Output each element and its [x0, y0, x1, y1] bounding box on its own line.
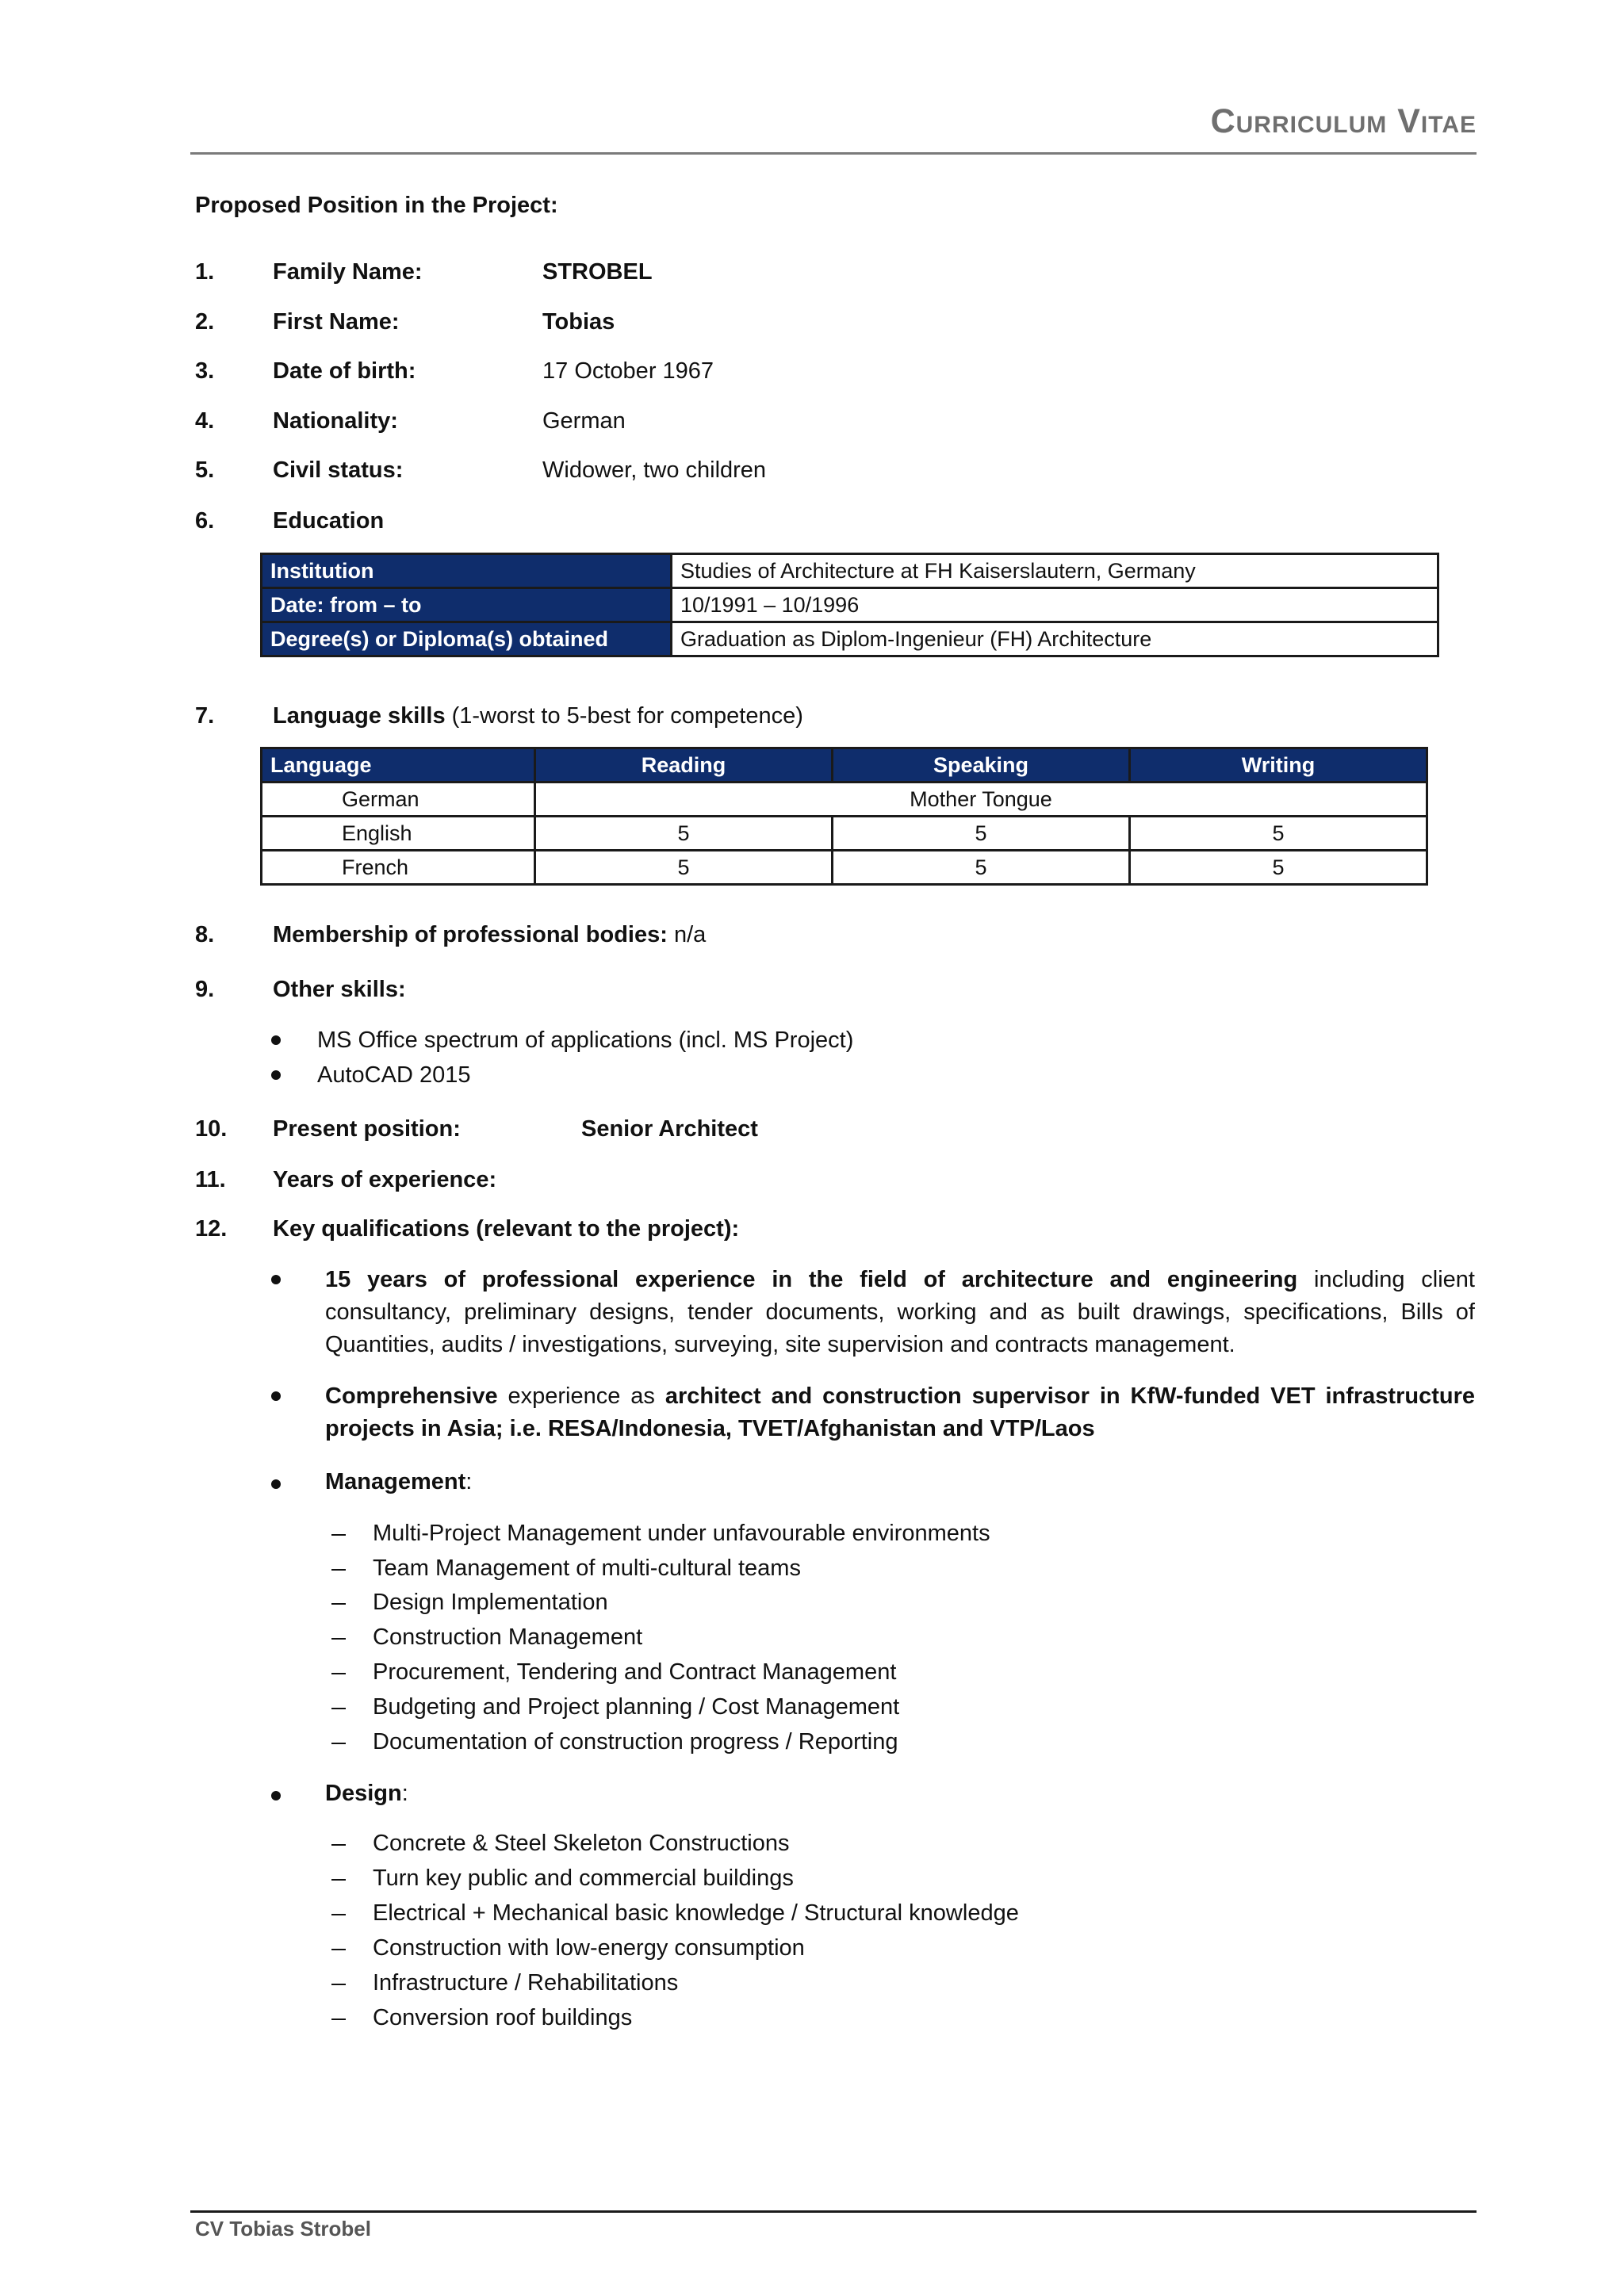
table-row: [262, 817, 1427, 851]
list-item: Team Management of multi-cultural teams: [373, 1556, 801, 1581]
language-skills-heading: [273, 702, 803, 730]
language-skills-note: (1-worst to 5-best for competence): [451, 703, 803, 729]
dash-icon: [331, 1638, 346, 1640]
item-number: 7.: [195, 703, 215, 729]
design-label: Design: [325, 1781, 402, 1806]
table-cell: English: [262, 817, 535, 851]
dash-icon: [331, 1534, 346, 1536]
table-row: [262, 622, 1438, 656]
dash-icon: [331, 2019, 346, 2020]
dash-icon: [331, 1914, 346, 1915]
table-cell: Graduation as Diplom-Ingenieur (FH) Architecture: [672, 622, 1438, 656]
list-item: Concrete & Steel Skeleton Constructions: [373, 1831, 790, 1856]
table-cell: Mother Tongue: [535, 783, 1427, 817]
qualification-text: including client consultancy, preliminary designs, tender documents, working and as built drawings, specifications, Bills of Quantities, audits / investigations, surveying, site supervision and contracts management.: [325, 1267, 1475, 1357]
date-of-birth-label: Date of birth:: [273, 358, 416, 384]
item-number: 3.: [195, 358, 215, 384]
list-item: Design Implementation: [373, 1590, 608, 1615]
column-header-language: Language: [262, 748, 535, 783]
dash-icon: [331, 1673, 346, 1674]
list-item: Infrastructure / Rehabilitations: [373, 1970, 679, 1996]
table-cell: 5: [1130, 851, 1427, 885]
civil-status-label: Civil status:: [273, 457, 404, 483]
table-cell: 5: [833, 851, 1130, 885]
proposed-position-label: Proposed Position in the Project:: [195, 193, 558, 218]
years-of-experience-label: Years of experience:: [273, 1167, 497, 1192]
table-row: [262, 554, 1438, 588]
membership-value: n/a: [673, 922, 707, 947]
qualification-text: experience as: [497, 1383, 665, 1409]
bullet-icon: [271, 1275, 281, 1284]
first-name-value: Tobias: [542, 309, 615, 335]
qualification-highlight: Comprehensive: [325, 1383, 498, 1409]
header-rule: [190, 152, 1477, 155]
dash-icon: [331, 1603, 346, 1605]
list-item: Electrical + Mechanical basic knowledge / Structural knowledge: [373, 1900, 1019, 1926]
date-of-birth-value: 17 October 1967: [542, 358, 714, 384]
table-row: [262, 851, 1427, 885]
document-title: Curriculum Vitae: [1210, 102, 1477, 140]
key-qualifications-label: Key qualifications (relevant to the project):: [273, 1216, 740, 1242]
item-number: 2.: [195, 309, 215, 335]
present-position-value: Senior Architect: [581, 1116, 758, 1142]
list-item: AutoCAD 2015: [317, 1062, 471, 1088]
table-cell: French: [262, 851, 535, 885]
dash-icon: [331, 1708, 346, 1709]
dash-icon: [331, 1984, 346, 1985]
membership-label: Membership of professional bodies:: [273, 922, 668, 947]
table-cell: 5: [535, 851, 833, 885]
bullet-icon: [271, 1791, 281, 1800]
dash-icon: [331, 1949, 346, 1950]
table-cell: Studies of Architecture at FH Kaiserslautern, Germany: [672, 554, 1438, 588]
item-number: 4.: [195, 408, 215, 434]
list-item: Multi-Project Management under unfavourable environments: [373, 1521, 990, 1546]
nationality-value: German: [542, 408, 626, 434]
table-header-cell: Degree(s) or Diploma(s) obtained: [262, 622, 672, 656]
bullet-icon: [271, 1035, 281, 1045]
column-header-speaking: Speaking: [833, 748, 1130, 783]
design-heading: Design:: [325, 1781, 408, 1806]
item-number: 10.: [195, 1116, 228, 1142]
table-row: [262, 783, 1427, 817]
dash-icon: [331, 1844, 346, 1846]
family-name-value: STROBEL: [542, 259, 653, 285]
item-number: 12.: [195, 1216, 228, 1242]
table-cell: German: [262, 783, 535, 817]
table-cell: 5: [1130, 817, 1427, 851]
table-header-cell: Date: from – to: [262, 588, 672, 622]
bullet-icon: [271, 1391, 281, 1401]
table-cell: 5: [833, 817, 1130, 851]
education-table: [260, 553, 1439, 657]
column-header-writing: Writing: [1130, 748, 1427, 783]
list-item: Budgeting and Project planning / Cost Management: [373, 1694, 900, 1720]
present-position-label: Present position:: [273, 1116, 461, 1142]
table-header-row: [262, 748, 1427, 783]
list-item: MS Office spectrum of applications (incl. MS Project): [317, 1027, 854, 1053]
education-label: Education: [273, 508, 385, 534]
table-cell: 10/1991 – 10/1996: [672, 588, 1438, 622]
management-heading: Management:: [325, 1469, 473, 1494]
item-number: 8.: [195, 922, 215, 947]
table-row: [262, 588, 1438, 622]
first-name-label: First Name:: [273, 309, 400, 335]
list-item: Conversion roof buildings: [373, 2005, 633, 2030]
list-item: Turn key public and commercial buildings: [373, 1866, 794, 1891]
family-name-label: Family Name:: [273, 259, 423, 285]
bullet-icon: [271, 1070, 281, 1080]
dash-icon: [331, 1879, 346, 1881]
table-header-cell: Institution: [262, 554, 672, 588]
language-table: [260, 747, 1428, 886]
other-skills-label: Other skills:: [273, 977, 406, 1002]
management-label: Management: [325, 1469, 466, 1494]
list-item: Construction with low-energy consumption: [373, 1935, 805, 1961]
item-number: 11.: [195, 1167, 226, 1192]
dash-icon: [331, 1569, 346, 1571]
dash-icon: [331, 1743, 346, 1744]
item-number: 9.: [195, 977, 215, 1002]
table-cell: 5: [535, 817, 833, 851]
civil-status-value: Widower, two children: [542, 457, 767, 483]
qualification-highlight: 15 years of professional experience in the field of architecture and engineering: [325, 1267, 1298, 1292]
column-header-reading: Reading: [535, 748, 833, 783]
qualification-highlight: architect and construction supervisor in KfW-funded VET infrastructure projects in Asia; i.e. RESA/Indonesia, TVET/Afghanistan and VTP/Laos: [325, 1383, 1475, 1441]
nationality-label: Nationality:: [273, 408, 398, 434]
list-item: Procurement, Tendering and Contract Management: [373, 1659, 897, 1685]
list-item: Documentation of construction progress / Reporting: [373, 1729, 898, 1755]
item-number: 1.: [195, 259, 215, 285]
qualification-paragraph: [325, 1380, 1475, 1445]
language-skills-label: Language skills: [273, 703, 446, 729]
membership-line: [273, 921, 706, 949]
qualification-paragraph: [325, 1264, 1475, 1361]
item-number: 6.: [195, 508, 215, 534]
item-number: 5.: [195, 457, 215, 483]
footer-rule: [190, 2210, 1477, 2213]
bullet-icon: [271, 1479, 281, 1489]
footer-text: CV Tobias Strobel: [195, 2217, 371, 2241]
list-item: Construction Management: [373, 1624, 643, 1650]
